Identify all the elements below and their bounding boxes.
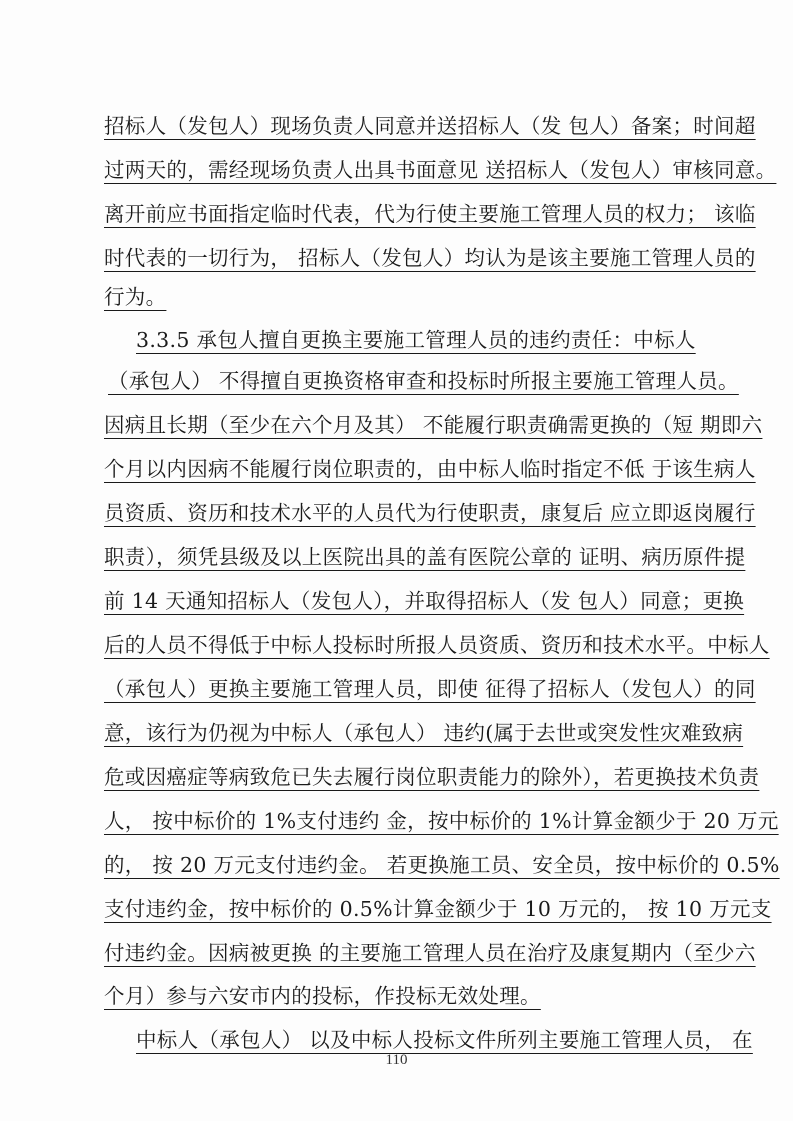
text-line-2: 过两天的，需经现场负责人出具书面意见 送招标人（发包人）审核同意。 bbox=[104, 158, 777, 182]
text-line-11: 职责），须凭县级及以上医院出具的盖有医院公章的 证明、病历原件提 bbox=[104, 545, 746, 569]
text-line-10: 员资质、资历和技术水平的人员代为行使职责，康复后 应立即返岗履行 bbox=[104, 501, 756, 525]
text-line-18: 的， 按 20 万元支付违约金。 若更换施工员、安全员，按中标价的 0.5% bbox=[104, 853, 780, 877]
text-line-9: 个月以内因病不能履行岗位职责的，由中标人临时指定不低 于该生病人 bbox=[104, 457, 756, 481]
text-line-21: 个月）参与六安市内的投标，作投标无效处理。 bbox=[104, 984, 541, 1008]
text-line-4: 时代表的一切行为， 招标人（发包人）均认为是该主要施工管理人员的 bbox=[104, 246, 756, 270]
text-line-13: 后的人员不得低于中标人投标时所报人员资质、资历和技术水平。中标人 bbox=[104, 633, 770, 657]
text-line-17: 人， 按中标价的 1%支付违约 金，按中标价的 1%计算金额少于 20 万元 bbox=[104, 809, 779, 833]
text-line-7: （承包人） 不得擅自更换资格审查和投标时所报主要施工管理人员。 bbox=[108, 369, 739, 393]
text-line-22: 中标人（承包人） 以及中标人投标文件所列主要施工管理人员， 在 bbox=[136, 1028, 753, 1052]
text-line-15: 意，该行为仍视为中标人（承包人） 违约(属于去世或突发性灾难致病 bbox=[104, 721, 744, 745]
text-line-8: 因病且长期（至少在六个月及其） 不能履行职责确需更换的（短 期即六 bbox=[104, 413, 763, 437]
text-line-19: 支付违约金，按中标价的 0.5%计算金额少于 10 万元的， 按 10 万元支 bbox=[104, 897, 772, 921]
text-line-3: 离开前应书面指定临时代表，代为行使主要施工管理人员的权力； 该临 bbox=[104, 202, 756, 226]
page-number: 110 bbox=[385, 1052, 408, 1068]
section-heading-3-3-5: 3.3.5 承包人擅自更换主要施工管理人员的违约责任：中标人 bbox=[136, 328, 696, 352]
text-line-16: 危或因癌症等病致危已失去履行岗位职责能力的除外），若更换技术负责 bbox=[104, 765, 760, 789]
text-line-1: 招标人（发包人）现场负责人同意并送招标人（发 包人）备案；时间超 bbox=[104, 114, 756, 138]
text-line-14: （承包人）更换主要施工管理人员，即使 征得了招标人（发包人）的同 bbox=[104, 677, 756, 701]
text-line-20: 付违约金。因病被更换 的主要施工管理人员在治疗及康复期内（至少六 bbox=[104, 941, 756, 965]
text-line-12: 前 14 天通知招标人（发包人），并取得招标人（发 包人）同意；更换 bbox=[104, 589, 745, 613]
text-line-5: 行为。 bbox=[104, 285, 167, 309]
